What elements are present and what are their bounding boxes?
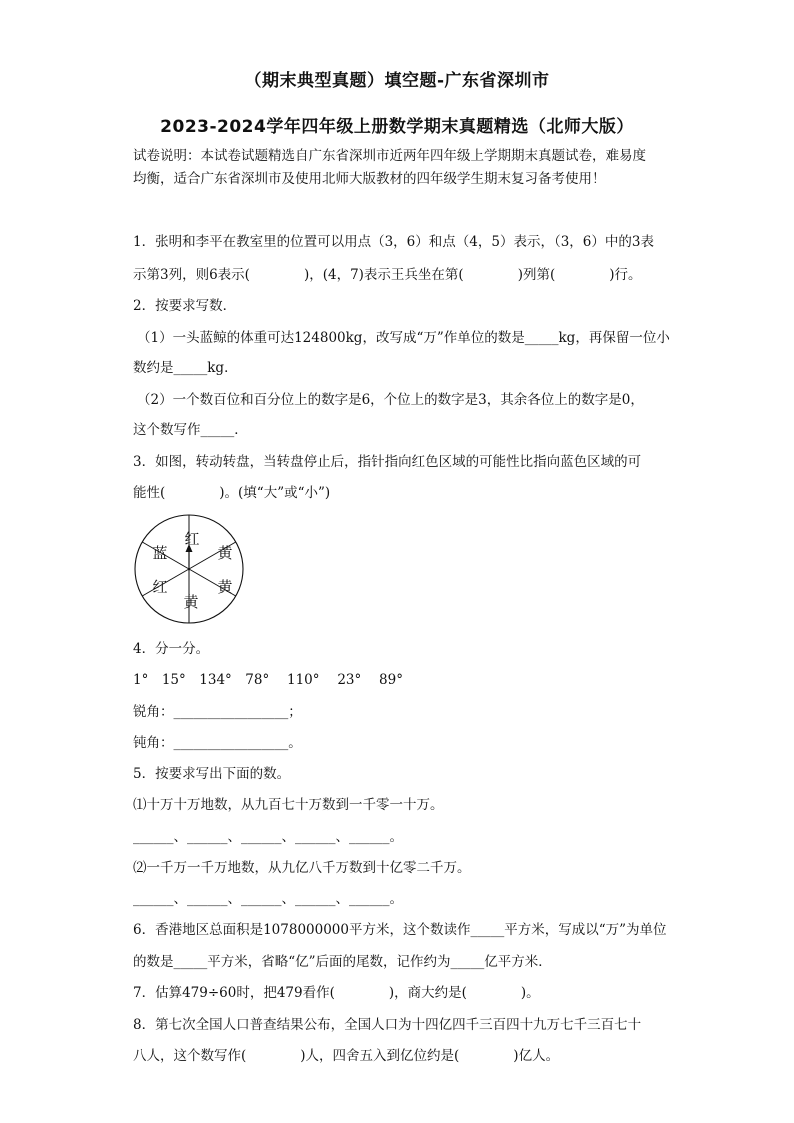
sector-label-top-right: 红 bbox=[184, 530, 200, 548]
question-1-line-1: 1．张明和李平在教室里的位置可以用点（3，6）和点（4，5）表示，（3，6）中的3表 bbox=[133, 234, 654, 250]
description-line-1: 试卷说明：本试卷试题精选自广东省深圳市近两年四年级上学期期末真题试卷，难易度 bbox=[133, 148, 646, 164]
spinner-wheel-figure bbox=[133, 513, 245, 625]
description-line-2: 均衡，适合广东省深圳市及使用北师大版教材的四年级学生期末复习备考使用！ bbox=[133, 171, 606, 187]
question-5-part-1-blanks: ______、______、______、______、______。 bbox=[133, 829, 403, 845]
question-5-part-2-blanks: ______、______、______、______、______。 bbox=[133, 891, 403, 907]
question-2-part-2-line-2: 这个数写作_____． bbox=[133, 422, 248, 438]
question-8-line-1: 8．第七次全国人口普查结果公布，全国人口为十四亿四千三百四十九万七千三百七十 bbox=[133, 1017, 642, 1033]
question-4-acute-answer: 锐角：_________________； bbox=[133, 704, 302, 720]
question-4-angles: 1° 15° 134° 78° 110° 23° 89° bbox=[133, 672, 403, 688]
sector-label-right-lower: 黄 bbox=[217, 578, 233, 596]
question-6-line-1: 6．香港地区总面积是1078000000平方米，这个数读作_____平方米，写成以“万”为单位 bbox=[133, 922, 667, 938]
question-8-line-2: 八人，这个数写作( )人，四舍五入到亿位约是( )亿人。 bbox=[133, 1048, 560, 1064]
page-subtitle: 2023-2024学年四年级上册数学期末真题精选（北师大版） bbox=[160, 117, 634, 137]
sector-label-right-upper: 黄 bbox=[217, 544, 233, 562]
question-2-part-1-line-1: （1）一头蓝鲸的体重可达124800kg，改写成“万”作单位的数是_____kg，再保留一位小 bbox=[137, 330, 670, 346]
question-6-line-2: 的数是_____平方米，省略“亿”后面的尾数，记作约为_____亿平方米． bbox=[133, 954, 552, 970]
spinner-wheel bbox=[135, 515, 243, 623]
question-2-stem: 2．按要求写数． bbox=[133, 298, 237, 314]
question-2-part-2-line-1: （2）一个数百位和百分位上的数字是6，个位上的数字是3，其余各位上的数字是0， bbox=[137, 392, 644, 408]
question-7-line-1: 7．估算479÷60时，把479看作( )，商大约是( )。 bbox=[133, 985, 540, 1001]
spinner-pointer-icon bbox=[186, 544, 193, 571]
question-3-line-2: 能性( )。(填“大”或“小”) bbox=[133, 485, 331, 501]
question-5-part-1: ⑴十万十万地数，从九百七十万数到一千零一十万。 bbox=[133, 797, 444, 813]
question-2-part-1-line-2: 数约是_____kg． bbox=[133, 360, 238, 376]
sector-label-bottom: 黄 bbox=[183, 593, 199, 611]
question-5-stem: 5．按要求写出下面的数。 bbox=[133, 766, 291, 782]
sector-label-left-upper: 蓝 bbox=[152, 544, 168, 562]
question-4-stem: 4．分一分。 bbox=[133, 641, 210, 657]
question-1-line-2: 示第3列，则6表示( )，(4，7)表示王兵坐在第( )列第( )行。 bbox=[133, 267, 642, 283]
page-title: （期末典型真题）填空题-广东省深圳市 bbox=[244, 71, 550, 91]
question-4-obtuse-answer: 钝角：_________________。 bbox=[133, 735, 302, 751]
question-3-line-1: 3．如图，转动转盘，当转盘停止后，指针指向红色区域的可能性比指向蓝色区域的可 bbox=[133, 454, 642, 470]
sector-label-left-lower: 红 bbox=[152, 578, 168, 596]
question-5-part-2: ⑵一千万一千万地数，从九亿八千万数到十亿零二千万。 bbox=[133, 860, 471, 876]
